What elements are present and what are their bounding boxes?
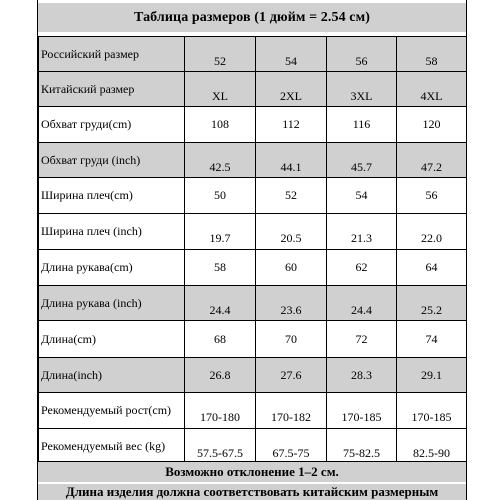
table-cell: 50 bbox=[185, 178, 256, 214]
row-label: Рекомендуемый рост(cm) bbox=[39, 393, 185, 429]
table-cell: 23.6 bbox=[256, 286, 327, 321]
table-title: Таблица размеров (1 дюйм = 2.54 см) bbox=[38, 3, 466, 32]
table-row bbox=[39, 429, 467, 465]
table-cell: 82.5-90 bbox=[397, 429, 467, 465]
table-cell: 108 bbox=[185, 107, 256, 143]
table-cell: 4XL bbox=[397, 72, 467, 107]
table-cell: 170-185 bbox=[327, 393, 397, 429]
table-cell: 52 bbox=[185, 37, 256, 72]
table-cell: 3XL bbox=[327, 72, 397, 107]
table-row bbox=[39, 393, 467, 429]
table-cell: 27.6 bbox=[256, 358, 327, 393]
table-row bbox=[39, 286, 467, 321]
row-label: Китайский размер bbox=[39, 72, 185, 107]
table-cell: 47.2 bbox=[397, 143, 467, 178]
table-cell: 19.7 bbox=[185, 214, 256, 250]
table-row bbox=[39, 250, 467, 286]
deviation-note: Возможно отклонение 1–2 см. bbox=[38, 461, 466, 482]
table-row bbox=[39, 37, 467, 72]
table-cell: 120 bbox=[397, 107, 467, 143]
table-cell: 57.5-67.5 bbox=[185, 429, 256, 465]
table-cell: 62 bbox=[327, 250, 397, 286]
table-cell: 20.5 bbox=[256, 214, 327, 250]
table-cell: 170-180 bbox=[185, 393, 256, 429]
table-cell: 58 bbox=[397, 37, 467, 72]
table-row bbox=[39, 214, 467, 250]
table-cell: 21.3 bbox=[327, 214, 397, 250]
table-cell: 44.1 bbox=[256, 143, 327, 178]
row-label: Ширина плеч (inch) bbox=[39, 214, 185, 250]
size-note: Длина изделия должна соответствовать китайским размерным bbox=[38, 484, 466, 500]
table-cell: 56 bbox=[397, 178, 467, 214]
table-cell: 24.4 bbox=[185, 286, 256, 321]
table-cell: 58 bbox=[185, 250, 256, 286]
row-label: Рекомендуемый вес (kg) bbox=[39, 429, 185, 465]
row-label: Длина рукава (inch) bbox=[39, 286, 185, 321]
table-row bbox=[39, 321, 467, 358]
table-cell: 25.2 bbox=[397, 286, 467, 321]
table-cell: 116 bbox=[327, 107, 397, 143]
table-cell: 54 bbox=[256, 37, 327, 72]
table-row bbox=[39, 72, 467, 107]
table-cell: 112 bbox=[256, 107, 327, 143]
row-label: Длина(cm) bbox=[39, 321, 185, 358]
table-cell: 68 bbox=[185, 321, 256, 358]
size-chart bbox=[37, 0, 467, 500]
row-label: Длина(inch) bbox=[39, 358, 185, 393]
table-cell: 24.4 bbox=[327, 286, 397, 321]
table-cell: 52 bbox=[256, 178, 327, 214]
table-cell: 64 bbox=[397, 250, 467, 286]
table-cell: 74 bbox=[397, 321, 467, 358]
table-cell: 72 bbox=[327, 321, 397, 358]
table-row bbox=[39, 107, 467, 143]
table-cell: 42.5 bbox=[185, 143, 256, 178]
table-cell: 170-182 bbox=[256, 393, 327, 429]
row-label: Российский размер bbox=[39, 37, 185, 72]
table-cell: 70 bbox=[256, 321, 327, 358]
table-cell: 45.7 bbox=[327, 143, 397, 178]
table-row bbox=[39, 358, 467, 393]
table-cell: 29.1 bbox=[397, 358, 467, 393]
table-cell: XL bbox=[185, 72, 256, 107]
table-cell: 22.0 bbox=[397, 214, 467, 250]
table-cell: 56 bbox=[327, 37, 397, 72]
table-cell: 54 bbox=[327, 178, 397, 214]
size-table bbox=[38, 36, 467, 465]
table-cell: 170-185 bbox=[397, 393, 467, 429]
table-cell: 60 bbox=[256, 250, 327, 286]
row-label: Обхват груди (inch) bbox=[39, 143, 185, 178]
table-cell: 2XL bbox=[256, 72, 327, 107]
table-row bbox=[39, 178, 467, 214]
row-label: Ширина плеч(cm) bbox=[39, 178, 185, 214]
row-label: Обхват груди(cm) bbox=[39, 107, 185, 143]
table-cell: 75-82.5 bbox=[327, 429, 397, 465]
table-cell: 26.8 bbox=[185, 358, 256, 393]
table-cell: 28.3 bbox=[327, 358, 397, 393]
table-row bbox=[39, 143, 467, 178]
table-cell: 67.5-75 bbox=[256, 429, 327, 465]
row-label: Длина рукава(cm) bbox=[39, 250, 185, 286]
